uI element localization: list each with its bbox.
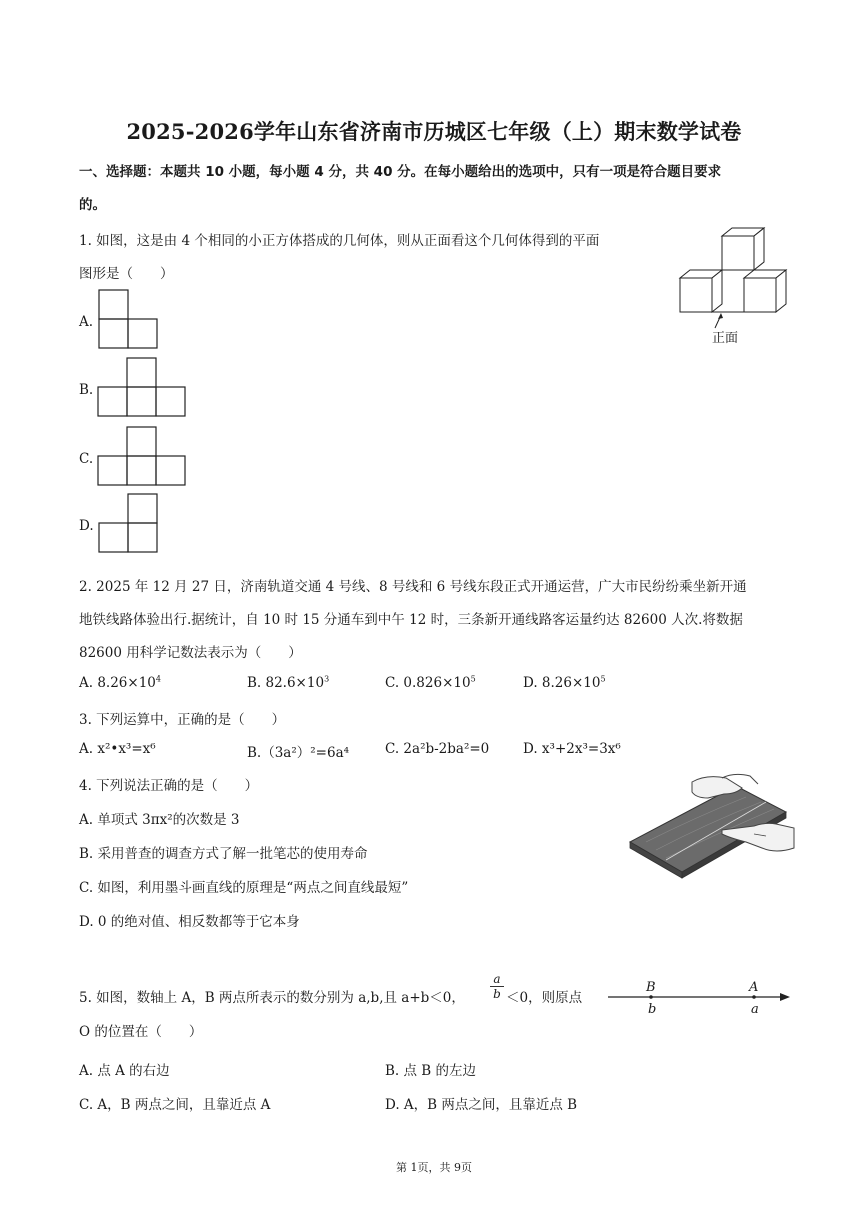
q5-fraction-numerator: a [490, 972, 504, 987]
q5-stem-line1-part1: 5. 如图，数轴上 A，B 两点所表示的数分别为 a,b,且 a+b＜0， [79, 990, 465, 1006]
q2-option-b: B. $82.6\times 10^3$ [247, 674, 330, 691]
q5-axis-point-b-label: B [646, 980, 656, 995]
q5-option-c: C. A，B 两点之间，且靠近点 A [79, 1097, 271, 1113]
q5-axis-value-a-label: a [751, 1002, 759, 1017]
q4-stem: 4. 下列说法正确的是（ ） [79, 778, 259, 794]
q5-stem-line2: O 的位置在（ ） [79, 1024, 203, 1040]
q2-option-d: D. $8.26\times 10^5$ [523, 674, 606, 691]
q1-option-c-figure [97, 426, 187, 486]
q1-option-c-label: C. [79, 451, 94, 467]
q5-stem-line1-part2: ＜0，则原点 [506, 990, 583, 1006]
q2-option-a: A. $8.26\times 10^4$ [79, 674, 161, 691]
q4-ink-line-board-image [626, 772, 796, 880]
q1-option-d-figure [98, 493, 158, 553]
q1-option-b-figure [97, 357, 187, 417]
q3-stem: 3. 下列运算中，正确的是（ ） [79, 712, 286, 728]
q3-option-c: C. 2a²b-2ba²=0 [385, 741, 490, 757]
section-heading-line2: 的。 [79, 197, 106, 213]
q4-option-c: C. 如图，利用墨斗画直线的原理是“两点之间直线最短” [79, 880, 409, 896]
q3-option-b: B.（3a²）²=6a⁴ [247, 745, 350, 761]
q1-option-a-figure [98, 289, 158, 349]
page-footer: 第 1页，共 9页 [396, 1161, 472, 1174]
page-title: 2025-2026学年山东省济南市历城区七年级（上）期末数学试卷 [126, 119, 742, 144]
q1-stem-line2: 图形是（ ） [79, 266, 174, 282]
q1-stem-line1: 1. 如图，这是由 4 个相同的小正方体搭成的几何体，则从正面看这个几何体得到的平面 [79, 233, 600, 249]
q2-stem-line2: 地铁线路体验出行.据统计，自 10 时 15 分通车到中午 12 时，三条新开通线路客运量约达 82600 人次.将数据 [79, 612, 743, 628]
q1-option-d-label: D. [79, 518, 94, 534]
q3-option-a: A. x²•x³=x⁶ [79, 741, 156, 757]
q5-option-a: A. 点 A 的右边 [79, 1063, 170, 1079]
q5-fraction-denominator: b [493, 987, 501, 1001]
q5-option-d: D. A，B 两点之间，且靠近点 B [385, 1097, 578, 1113]
q4-option-a: A. 单项式 3πx²的次数是 3 [79, 812, 240, 828]
q5-axis-value-b-label: b [648, 1002, 657, 1017]
q1-front-label: 正面 [712, 331, 739, 346]
q1-option-a-label: A. [79, 314, 94, 330]
section-heading-line1: 一、选择题：本题共 10 小题，每小题 4 分，共 40 分。在每小题给出的选项中，只有一项是符合题目要求 [79, 164, 722, 180]
q5-fraction [490, 972, 504, 1001]
q1-option-b-label: B. [79, 382, 94, 398]
q5-axis-point-a-label: A [749, 980, 759, 995]
q4-option-d: D. 0 的绝对值、相反数都等于它本身 [79, 914, 300, 930]
q2-stem-line3: 82600 用科学记数法表示为（ ） [79, 645, 302, 661]
q2-option-c: C. $0.826\times 10^5$ [385, 674, 476, 691]
q2-stem-line1: 2. 2025 年 12 月 27 日，济南轨道交通 4 号线、8 号线和 6 号线东段正式开通运营，广大市民纷纷乘坐新开通 [79, 579, 747, 595]
q5-option-b: B. 点 B 的左边 [385, 1063, 477, 1079]
q3-option-d: D. x³+2x³=3x⁶ [523, 741, 621, 757]
q5-number-line [608, 978, 792, 1018]
q4-option-b: B. 采用普查的调查方式了解一批笔芯的使用寿命 [79, 846, 368, 862]
